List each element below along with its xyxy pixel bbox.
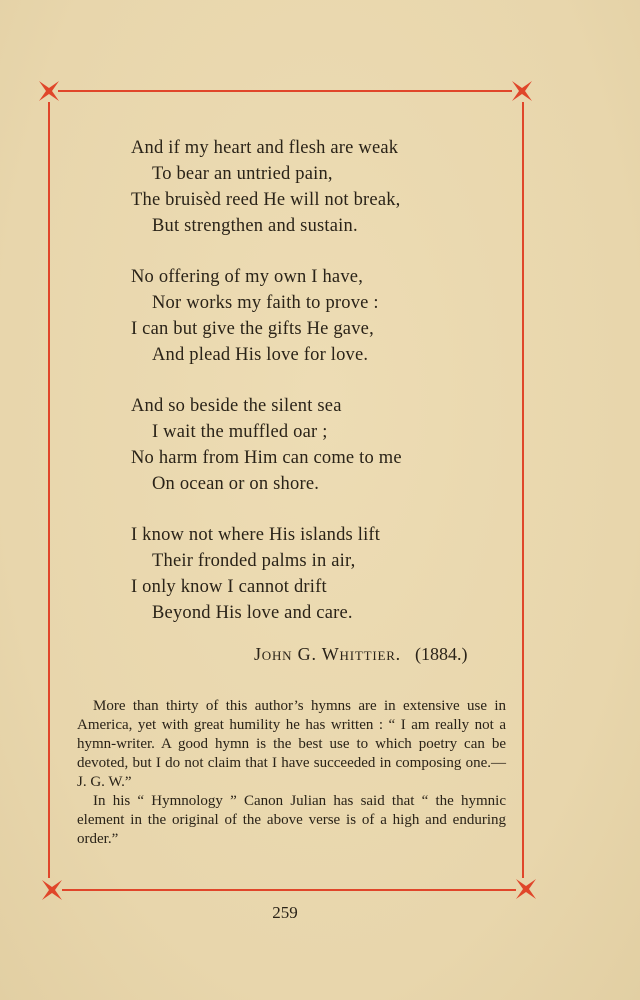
poem-line: No offering of my own I have, <box>131 267 364 287</box>
poem-line: I know not where His islands lift <box>131 525 381 545</box>
poem-line: I can but give the gifts He gave, <box>131 319 374 339</box>
editorial-note <box>77 697 506 849</box>
note-paragraph: In his “ Hymnology ” Canon Julian has said that “ the hymnic element in the original of the above verse is of a high and enduring order.” <box>77 793 506 847</box>
poem <box>131 135 491 651</box>
poem-line: I only know I cannot drift <box>131 577 327 597</box>
poem-line: No harm from Him can come to me <box>131 448 402 468</box>
note-paragraph: More than thirty of this author’s hymns are in extensive use in America, yet with great humility he has written : “ I am really not a hymn-writer. A good hymn is the best use to which poetry can be devoted, but I do not claim that I have succeeded in composing one.—J. G. W.” <box>77 698 506 790</box>
poem-line: On ocean or on shore. <box>152 474 320 494</box>
poem-line: Beyond His love and care. <box>152 603 353 623</box>
border-top <box>58 90 512 92</box>
maltese-cross-icon <box>41 879 63 901</box>
page-number: 259 <box>272 903 298 922</box>
poem-line: But strengthen and sustain. <box>152 216 358 236</box>
stanza <box>131 135 491 239</box>
attribution <box>254 644 467 665</box>
poem-line: And so beside the silent sea <box>131 396 342 416</box>
border-bottom <box>62 889 516 891</box>
stanza <box>131 393 491 497</box>
author-name: John G. Whittier. <box>254 644 401 664</box>
border-left <box>48 102 50 878</box>
stanza <box>131 522 491 626</box>
maltese-cross-icon <box>38 80 60 102</box>
poem-line: The bruisèd reed He will not break, <box>131 190 401 210</box>
border-right <box>522 102 524 878</box>
poem-line: Nor works my faith to prove : <box>152 293 379 313</box>
poem-line: I wait the muffled oar ; <box>152 422 328 442</box>
maltese-cross-icon <box>511 80 533 102</box>
maltese-cross-icon <box>515 878 537 900</box>
poem-line: And if my heart and flesh are weak <box>131 138 399 158</box>
poem-line: To bear an untried pain, <box>152 164 333 184</box>
poem-line: And plead His love for love. <box>152 345 369 365</box>
poem-year: (1884.) <box>414 644 468 664</box>
poem-line: Their fronded palms in air, <box>152 551 356 571</box>
stanza <box>131 264 491 368</box>
